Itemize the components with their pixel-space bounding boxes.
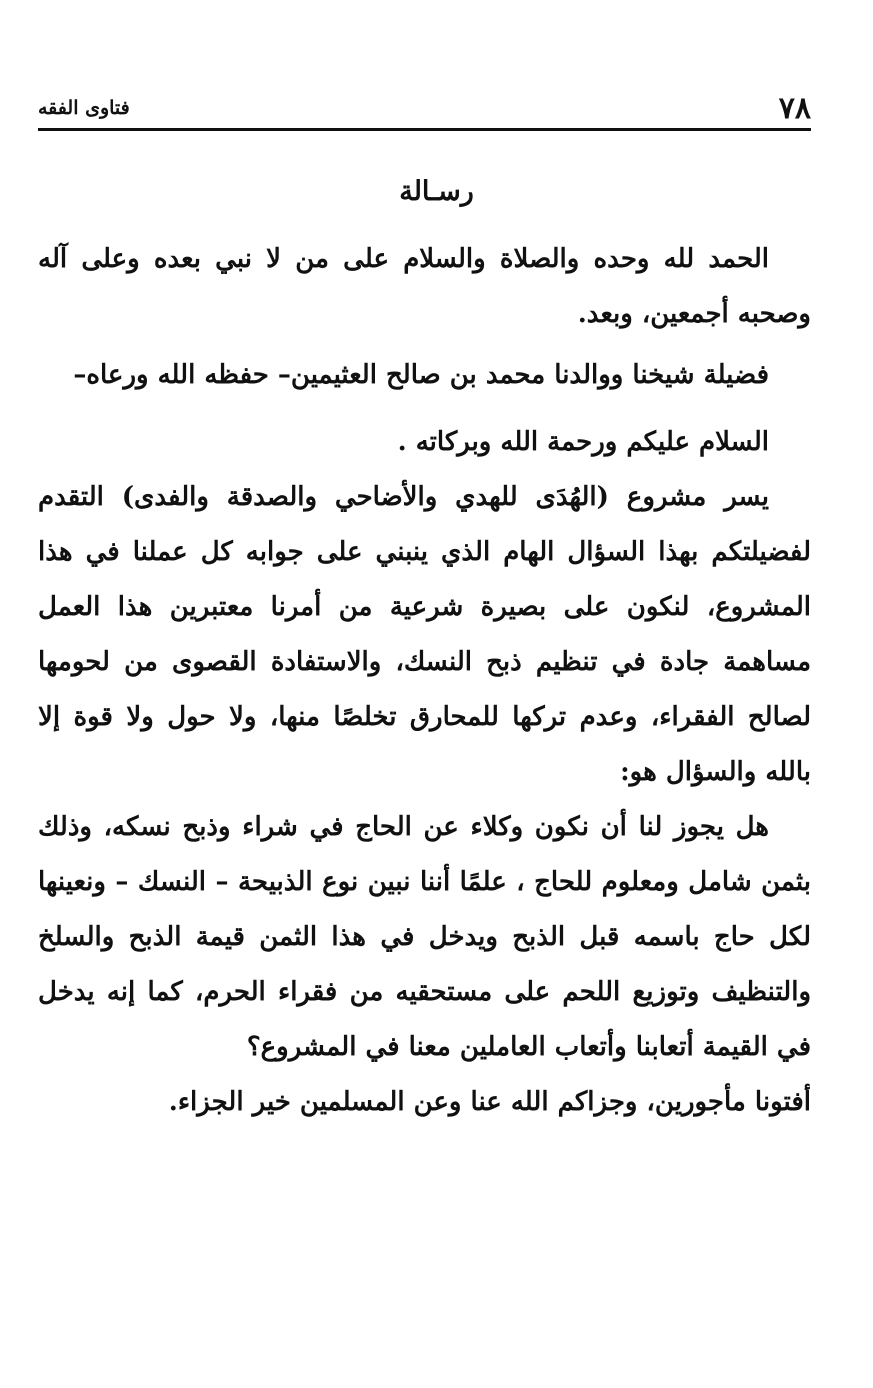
letter-body	[38, 232, 811, 1130]
page-header	[38, 92, 811, 126]
closing-paragraph: أفتونا مأجورين، وجزاكم الله عنا وعن المسلمين خير الجزاء.	[168, 1087, 811, 1117]
question-paragraph: هل يجوز لنا أن نكون وكلاء عن الحاج في شراء وذبح نسكه، وذلك بثمن شامل ومعلوم للحاج ، علمًا أننا نبين نوع الذبيحة – النسك – ونعينها لكل حاج باسمه قبل الذبح ويدخل في هذا الثمن قيمة الذبح والسلخ والتنظيف وتوزيع اللحم على مستحقيه من فقراء الحرم، كما إنه يدخل في القيمة أتعابنا وأتعاب العاملين معنا في المشروع؟	[38, 812, 811, 1062]
letter-title: رسـالة	[399, 176, 474, 207]
greeting-paragraph: السلام عليكم ورحمة الله وبركاته .	[397, 427, 769, 457]
page-number: ٧٨	[778, 91, 811, 126]
running-title: فتاوى الفقه	[38, 97, 130, 119]
header-divider	[38, 128, 811, 131]
introduction-paragraph: يسر مشروع (الهُدَى للهدي والأضاحي والصدقة والفدى) التقدم لفضيلتكم بهذا السؤال الهام الذي ينبني على جوابه كل عملنا في هذا المشروع، لنكون على بصيرة شرعية من أمرنا معتبرين هذا العمل مساهمة جادة في تنظيم ذبح النسك، والاستفادة القصوى من لحومها لصالح الفقراء، وعدم تركها للمحارق تخلصًا منها، ولا حول ولا قوة إلا بالله والسؤال هو:	[38, 482, 811, 787]
opening-paragraph: الحمد لله وحده والصلاة والسلام على من لا نبي بعده وعلى آله وصحبه أجمعين، وبعد.	[38, 244, 811, 329]
address-paragraph: فضيلة شيخنا ووالدنا محمد بن صالح العثيمين– حفظه الله ورعاه–	[73, 360, 769, 390]
